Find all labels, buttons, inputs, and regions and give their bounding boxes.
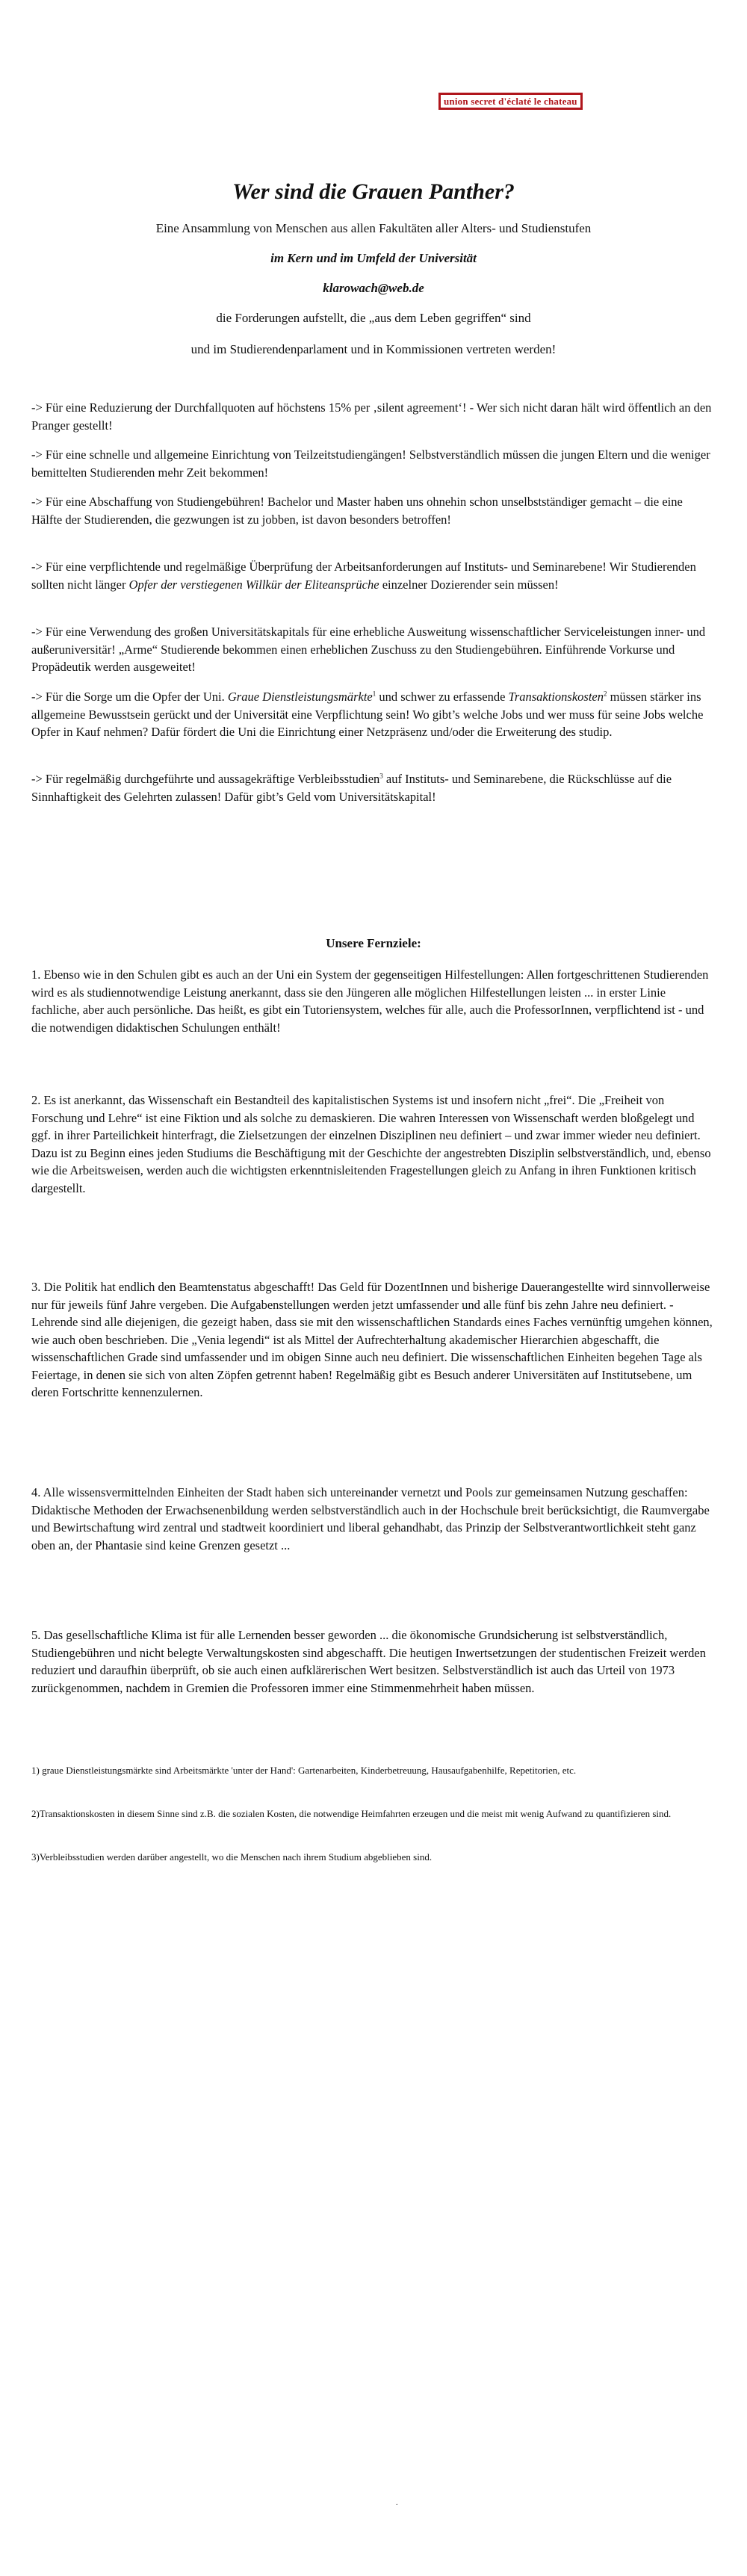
page-mark: . xyxy=(396,2499,398,2507)
demand-3: -> Für eine Abschaffung von Studiengebühren! Bachelor und Master haben uns ohnehin schon unselbstständiger gemacht – die eine Hälfte der Studierenden, die gezwungen ist zu jobben, ist davon besonders betroffen! xyxy=(31,495,683,527)
goal-1: 1. Ebenso wie in den Schulen gibt es auch an der Uni ein System der gegenseitigen Hilfestellungen: Allen fortgeschrittenen Studierenden wird es als studiennotwendige Leistung anerkannt, dass sie den Jüngeren alle möglichen Hilfestellungen leisten ... in erster Linie fachliche, aber auch persönliche. Das heißt, es gibt ein Tutoriensystem, welches für alle, auch die ProfessorInnen, verpflichtend ist - und die notwendigen didaktischen Schulungen enthält! xyxy=(31,967,709,1035)
goal-4: 4. Alle wissensvermittelnden Einheiten der Stadt haben sich untereinander vernetzt und Pools zur gemeinsamen Nutzung geschaffen: Didaktische Methoden der Erwachsenenbildung werden selbstverständlich auch in der Hochschule breit berücksichtigt, die Raumvergabe und Bewirtschaftung wird zentral und stadtweit koordiniert und liberal gehandhabt, das Prinzip der Selbstverantwortlichkeit steht ganz oben an, der Phantasie sind keine Grenzen gesetzt ... xyxy=(31,1485,710,1552)
goal-2: 2. Es ist anerkannt, das Wissenschaft ein Bestandteil des kapitalistischen Systems ist und insofern nicht „frei“. Die „Freiheit von Forschung und Lehre“ ist eine Fiktion und als solche zu demaskieren. Die wahren Interessen von Wissenschaft werden bloßgelegt und ggf. in ihrer Parteilichkeit hinterfragt, die Zielsetzungen der einzelnen Disziplinen neu definiert – und zwar immer wieder neu definiert. Dazu ist zu Beginn eines jeden Studiums die Beschäftigung mit der Geschichte der angestrebten Disziplin selbstverständlich, und, ebenso wie die Arbeitsweisen, werden auch die wichtigsten erkenntnisleitenden Fragestellungen gleich zu Anfang in ihren Funktionen kritisch dargestellt. xyxy=(31,1093,711,1195)
footnote-3: 3)Verbleibsstudien werden darüber angestellt, wo die Menschen nach ihrem Studium abgeblieben sind. xyxy=(31,1851,433,1863)
banner-stamp: union secret d'éclaté le chateau xyxy=(438,93,583,110)
demand-5: -> Für eine Verwendung des großen Universitätskapitals für eine erhebliche Ausweitung wissenschaftlicher Serviceleistungen inner- und außeruniversitär! „Arme“ Studierende bekommen einen erheblichen Zuschuss zu den Studiengebühren. Einführende Vorkurse und Propädeutik werden ausgeweitet! xyxy=(31,625,706,674)
footnote-ref-1[interactable]: 1 xyxy=(372,690,376,698)
contact-email[interactable]: klarowach@web.de xyxy=(323,281,424,295)
intro-line-2: im Kern und im Umfeld der Universität xyxy=(270,251,477,265)
demand-4-emphasis: Opfer der verstiegenen Willkür der Eliteansprüche xyxy=(128,577,379,592)
demand-7 xyxy=(31,770,716,805)
demand-6 xyxy=(31,688,716,741)
intro-line-1: Eine Ansammlung von Menschen aus allen Fakultäten aller Alters- und Studienstufen xyxy=(155,221,592,235)
goals-heading: Unsere Fernziele: xyxy=(326,936,421,950)
goal-3: 3. Die Politik hat endlich den Beamtenstatus abgeschafft! Das Geld für DozentInnen und bisherige Dauerangestellte wird sinnvollerweise nur für jeweils fünf Jahre vergeben. Die Aufgabenstellungen werden jetzt umfassender und alle fünf bis zehn Jahre neu definiert. - Lehrende sind alle diejenigen, die gezeigt haben, dass sie mit den wissenschaftlichen Standards eines Faches vernünftig umgehen können, wie auch oben beschrieben. Die „Venia legendi“ ist als Mittel der Aufrechterhaltung akademischer Hierarchien abgeschafft, die wissenschaftlichen Grade sind umfassender und im obigen Sinne auch neu definiert. Die wissenschaftlichen Einheiten begehen Tage als Feiertage, in denen sie sich von alten Zöpfen getrennt haben! Regelmäßig gibt es Besuch anderer Universitäten auf Institutsebene, um deren Fortschritte kennenzulernen. xyxy=(31,1280,713,1399)
demand-6-emphasis-1: Graue Dienstleistungsmärkte xyxy=(227,690,373,704)
page-title: Wer sind die Grauen Panther? xyxy=(232,179,515,204)
demand-1: -> Für eine Reduzierung der Durchfallquoten auf höchstens 15% per ‚silent agreement‘! - Wer sich nicht daran hält wird öffentlich an den Pranger gestellt! xyxy=(31,400,712,433)
footnote-ref-3[interactable]: 3 xyxy=(379,772,383,780)
footnote-2: 2)Transaktionskosten in diesem Sinne sind z.B. die sozialen Kosten, die notwendige Heimfahrten erzeugen und die meist mit wenig Aufwand zu quantifizieren sind. xyxy=(31,1808,672,1819)
goal-5: 5. Das gesellschaftliche Klima ist für alle Lernenden besser geworden ... die ökonomische Grundsicherung ist selbstverständlich, Studiengebühren und nicht belegte Verwaltungskosten sind abgeschafft. Die heutigen Inwertsetzungen der studentischen Freizeit werden reduziert und daraufhin überprüft, ob sie auch einen aufklärerischen Wert besitzen. Selbstverständlich ist auch das Urteil von 1973 zurückgenommen, nachdem in Gremien die Professoren immer eine Stimmenmehrheit haben müssen. xyxy=(31,1628,706,1695)
demand-6-emphasis-2: Transaktionskosten xyxy=(508,690,604,704)
demand-4 xyxy=(31,558,716,593)
demand-2: -> Für eine schnelle und allgemeine Einrichtung von Teilzeitstudiengängen! Selbstverständlich müssen die jungen Eltern und die weniger bemittelten Studierenden mehr Zeit bekommen! xyxy=(31,448,710,480)
demand-6-text-a: -> Für die Sorge um die Opfer der Uni. xyxy=(31,690,228,704)
demand-6-text-b: und schwer zu erfassende xyxy=(376,690,509,704)
demand-6-text-c: müssen stärker ins allgemeine Bewusstsein gerückt und der Universität eine Verpflichtung sein! Wo gibt’s welche Jobs und wer muss für seine Jobs welche Opfer in Kauf nehmen? Dafür fördert die Uni die Einrichtung einer Netzpräsenz und/oder die Erweiterung des studip. xyxy=(31,690,704,739)
footnote-ref-2[interactable]: 2 xyxy=(603,690,607,698)
demand-7-text-b: auf Instituts- und Seminarebene, die Rückschlüsse auf die Sinnhaftigkeit des Gelehrten zulassen! Dafür gibt’s Geld vom Universitätskapital! xyxy=(31,772,672,804)
footnote-1: 1) graue Dienstleistungsmärkte sind Arbeitsmärkte 'unter der Hand': Gartenarbeiten, Kinderbetreuung, Hausaufgabenhilfe, Repetitorien, etc. xyxy=(31,1765,577,1776)
demand-7-text-a: -> Für regelmäßig durchgeführte und aussagekräftige Verbleibsstudien xyxy=(31,772,380,786)
intro-line-4: und im Studierendenparlament und in Kommissionen vertreten werden! xyxy=(190,342,557,356)
intro-line-3: die Forderungen aufstellt, die „aus dem Leben gegriffen“ sind xyxy=(216,311,531,325)
demand-4-text-a: -> Für eine verpflichtende und regelmäßige Überprüfung der Arbeitsanforderungen auf Instituts- und Seminarebene! Wir Studierenden sollten nicht länger xyxy=(31,560,696,592)
demand-4-text-b: einzelner Dozierender sein müssen! xyxy=(379,577,559,592)
